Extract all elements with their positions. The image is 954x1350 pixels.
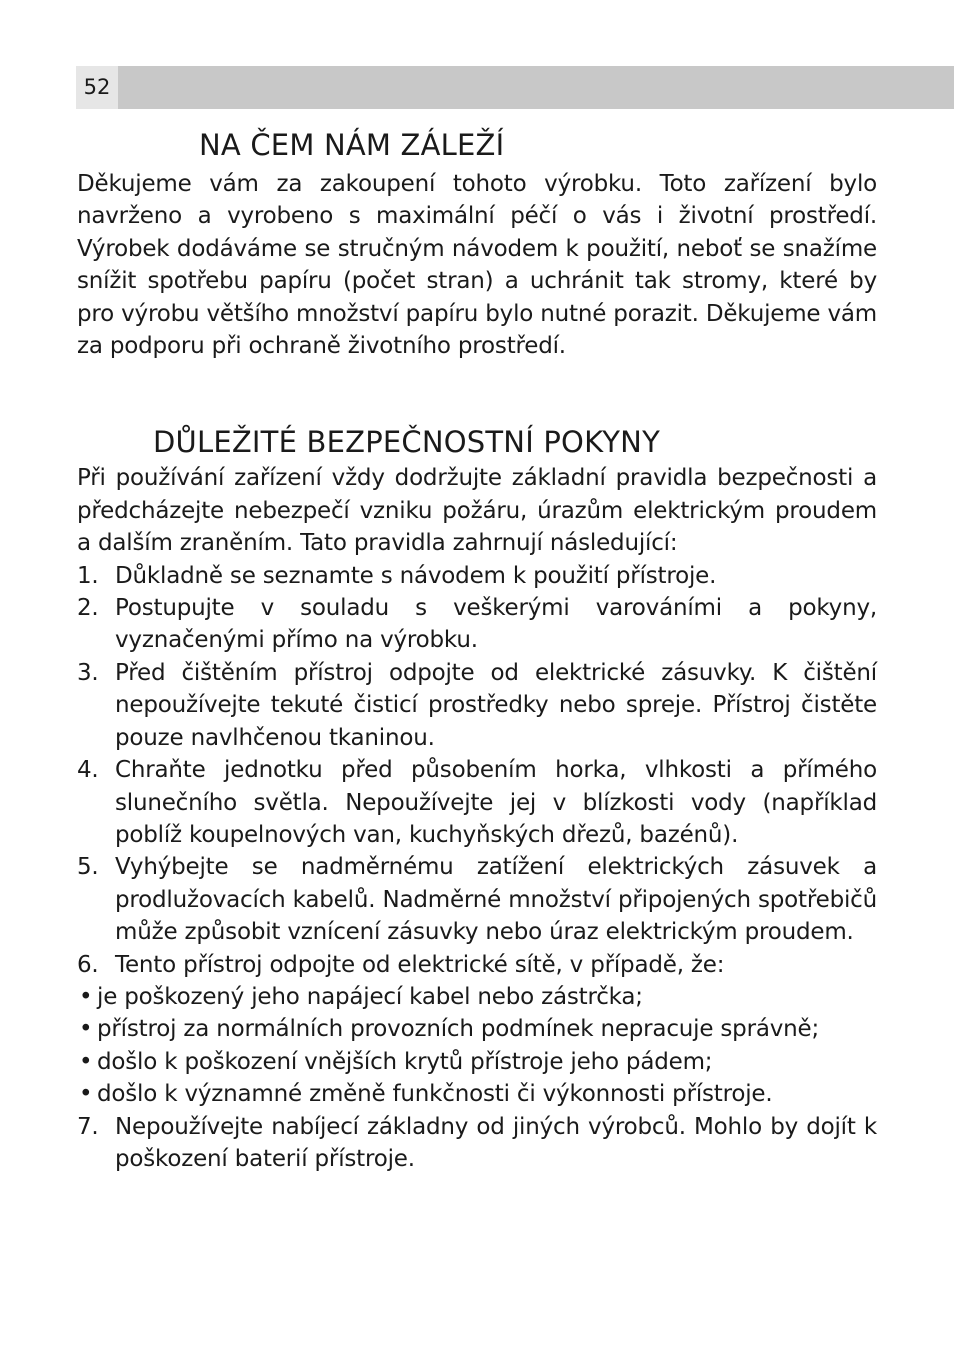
- bullet-text: je poškozený jeho napájecí kabel nebo zástrčka;: [97, 983, 643, 1010]
- list-item-number: 1.: [77, 562, 99, 589]
- list-item-number: 5.: [77, 854, 99, 881]
- bullet-list: [77, 981, 877, 1111]
- safety-list-continued: [77, 1111, 877, 1176]
- list-item-number: 4.: [77, 757, 99, 784]
- bullet-icon: •: [79, 1081, 93, 1108]
- page-number: 52: [76, 66, 118, 109]
- list-item: [77, 949, 877, 981]
- bullet-item: [77, 1013, 877, 1045]
- list-item: [77, 1111, 877, 1176]
- list-item-text: Nepoužívejte nabíjecí základny od jiných výrobců. Mohlo by dojít k poškození baterií přístroje.: [115, 1113, 877, 1172]
- safety-list: [77, 560, 877, 981]
- bullet-item: [77, 981, 877, 1013]
- list-item-number: 7.: [77, 1113, 99, 1140]
- bullet-text: přístroj za normálních provozních podmínek nepracuje správně;: [97, 1016, 820, 1043]
- bullet-text: došlo k poškození vnějších krytů přístroje jeho pádem;: [97, 1048, 713, 1075]
- list-item-number: 2.: [77, 595, 99, 622]
- safety-intro: Při používání zařízení vždy dodržujte základní pravidla bezpečnosti a předcházejte nebezpečí vzniku požáru, úrazům elektrickým proudem a dalším zraněním. Tato pravidla zahrnují následující:: [77, 465, 877, 557]
- bullet-item: [77, 1046, 877, 1078]
- list-item-number: 3.: [77, 659, 99, 686]
- list-item: [77, 592, 877, 657]
- bullet-icon: •: [79, 983, 93, 1010]
- bullet-text: došlo k významné změně funkčnosti či výkonnosti přístroje.: [97, 1081, 773, 1108]
- bullet-icon: •: [79, 1048, 93, 1075]
- page-content: [77, 122, 877, 1175]
- care-paragraph: Děkujeme vám za zakoupení tohoto výrobku. Toto zařízení bylo navrženo a vyrobeno s maximální péčí o vás i životní prostředí. Výrobek dodáváme se stručným návodem k použití, neboť se snažíme snížit spotřebu papíru (počet stran) a uchránit tak stromy, které by pro výrobu většího množství papíru bylo nutné porazit. Děkujeme vám za podporu při ochraně životního prostředí.: [77, 171, 877, 360]
- list-item: [77, 754, 877, 851]
- list-item-number: 6.: [77, 951, 99, 978]
- list-item: [77, 657, 877, 754]
- section-title-care: NA ČEM NÁM ZÁLEŽÍ: [199, 128, 505, 162]
- list-item: [77, 851, 877, 948]
- section-title-safety: DŮLEŽITÉ BEZPEČNOSTNÍ POKYNY: [153, 425, 660, 460]
- list-item-text: Vyhýbejte se nadměrnému zatížení elektrických zásuvek a prodlužovacích kabelů. Nadměrné množství připojených spotřebičů může způsobit vznícení zásuvky nebo úraz elektrickým proudem.: [115, 854, 877, 946]
- bullet-item: [77, 1078, 877, 1110]
- list-item-text: Důkladně se seznamte s návodem k použití přístroje.: [115, 562, 717, 589]
- bullet-icon: •: [79, 1016, 93, 1043]
- list-item: [77, 560, 877, 592]
- page-header-bar: [76, 66, 954, 109]
- list-item-text: Tento přístroj odpojte od elektrické sítě, v případě, že:: [115, 951, 725, 978]
- list-item-text: Chraňte jednotku před působením horka, vlhkosti a přímého slunečního světla. Nepoužívejte jej v blízkosti vody (například poblíž koupelnových van, kuchyňských dřezů, bazénů).: [115, 757, 877, 848]
- list-item-text: Postupujte v souladu s veškerými varováními a pokyny, vyznačenými přímo na výrobku.: [115, 595, 877, 654]
- list-item-text: Před čištěním přístroj odpojte od elektrické zásuvky. K čištění nepoužívejte tekuté čisticí prostředky nebo spreje. Přístroj čistěte pouze navlhčenou tkaninou.: [115, 659, 877, 751]
